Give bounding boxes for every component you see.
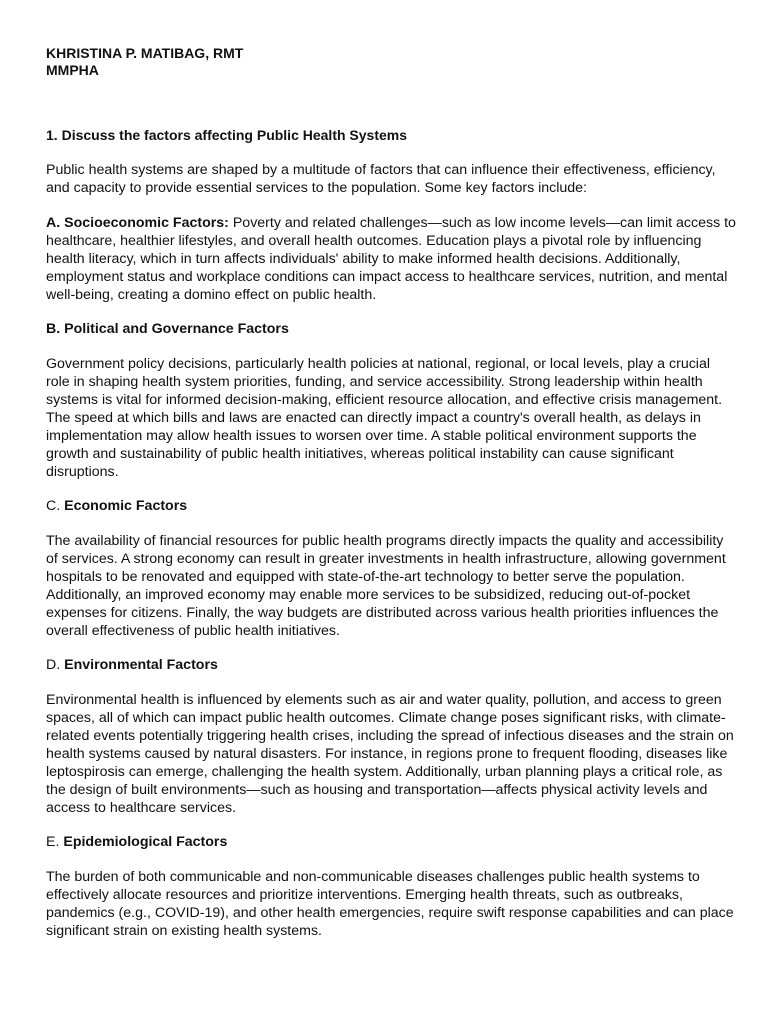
section-b-heading: B. Political and Governance Factors (46, 321, 289, 337)
section-e-heading-line (46, 833, 736, 851)
section-d-body: Environmental health is influenced by elements such as air and water quality, pollution, and access to green spaces, all of which can impact public health outcomes. Climate change poses significant risks, with climate-related events potentially triggering health crises, including the spread of infectious diseases and the strain on health systems caused by natural disasters. For instance, in regions prone to frequent flooding, diseases like leptospirosis can emerge, challenging the health system. Additionally, urban planning plays a critical role, as the design of built environments—such as housing and transportation—affects physical activity levels and access to healthcare services. (46, 692, 734, 816)
section-c-heading-line (46, 497, 736, 515)
section-a-heading: A. Socioeconomic Factors: (46, 215, 229, 231)
section-e-prefix: E. (46, 834, 64, 850)
author-block (46, 45, 736, 79)
question-heading (46, 126, 736, 144)
section-e-heading: Epidemiological Factors (63, 834, 228, 850)
section-e-body: The burden of both communicable and non-communicable diseases challenges public health systems to effectively allocate resources and prioritize interventions. Emerging health threats, such as outbreaks, pandemics (e.g., COVID-19), and other health emergencies, require swift response capabilities and can place significant strain on existing health systems. (46, 869, 734, 939)
intro-paragraph: Public health systems are shaped by a multitude of factors that can influence their effectiveness, efficiency, and capacity to provide essential services to the population. Some key factors include: (46, 162, 716, 196)
section-d-heading: Environmental Factors (64, 657, 218, 673)
question-title: Discuss the factors affecting Public Health Systems (61, 127, 408, 143)
section-d-prefix: D. (46, 657, 65, 673)
section-a-body: Poverty and related challenges—such as low income levels—can limit access to healthcare, healthier lifestyles, and overall health outcomes. Education plays a pivotal role by influencing health literacy, which in turn affects individuals' ability to make informed health decisions. Additionally, employment status and workplace conditions can impact access to healthcare services, nutrition, and mental well-being, creating a domino effect on public health. (46, 215, 736, 303)
author-credential: MMPHA (46, 62, 99, 78)
section-c-body: The availability of financial resources for public health programs directly impacts the quality and accessibility of services. A strong economy can result in greater investments in health infrastructure, allowing government hospitals to be renovated and equipped with state-of-the-art technology to better serve the population. Additionally, an improved economy may enable more services to be subsidized, reducing out-of-pocket expenses for citizens. Finally, the way budgets are distributed across various health priorities influences the overall effectiveness of public health initiatives. (46, 533, 726, 639)
author-name: KHRISTINA P. MATIBAG, RMT (46, 45, 244, 61)
question-number: 1. (46, 127, 58, 143)
section-a-paragraph (46, 214, 736, 304)
section-c-prefix: C. (46, 498, 65, 514)
section-c-heading: Economic Factors (64, 498, 188, 514)
section-d-heading-line (46, 656, 736, 674)
document-page (46, 45, 736, 940)
section-b-body: Government policy decisions, particularly health policies at national, regional, or local levels, play a crucial role in shaping health system priorities, funding, and service accessibility. Strong leadership within health systems is vital for informed decision-making, efficient resource allocation, and effective crisis management. The speed at which bills and laws are enacted can directly impact a country's overall health, as delays in implementation may allow health issues to worsen over time. A stable political environment supports the growth and sustainability of public health initiatives, whereas political instability can cause significant disruptions. (46, 356, 723, 480)
